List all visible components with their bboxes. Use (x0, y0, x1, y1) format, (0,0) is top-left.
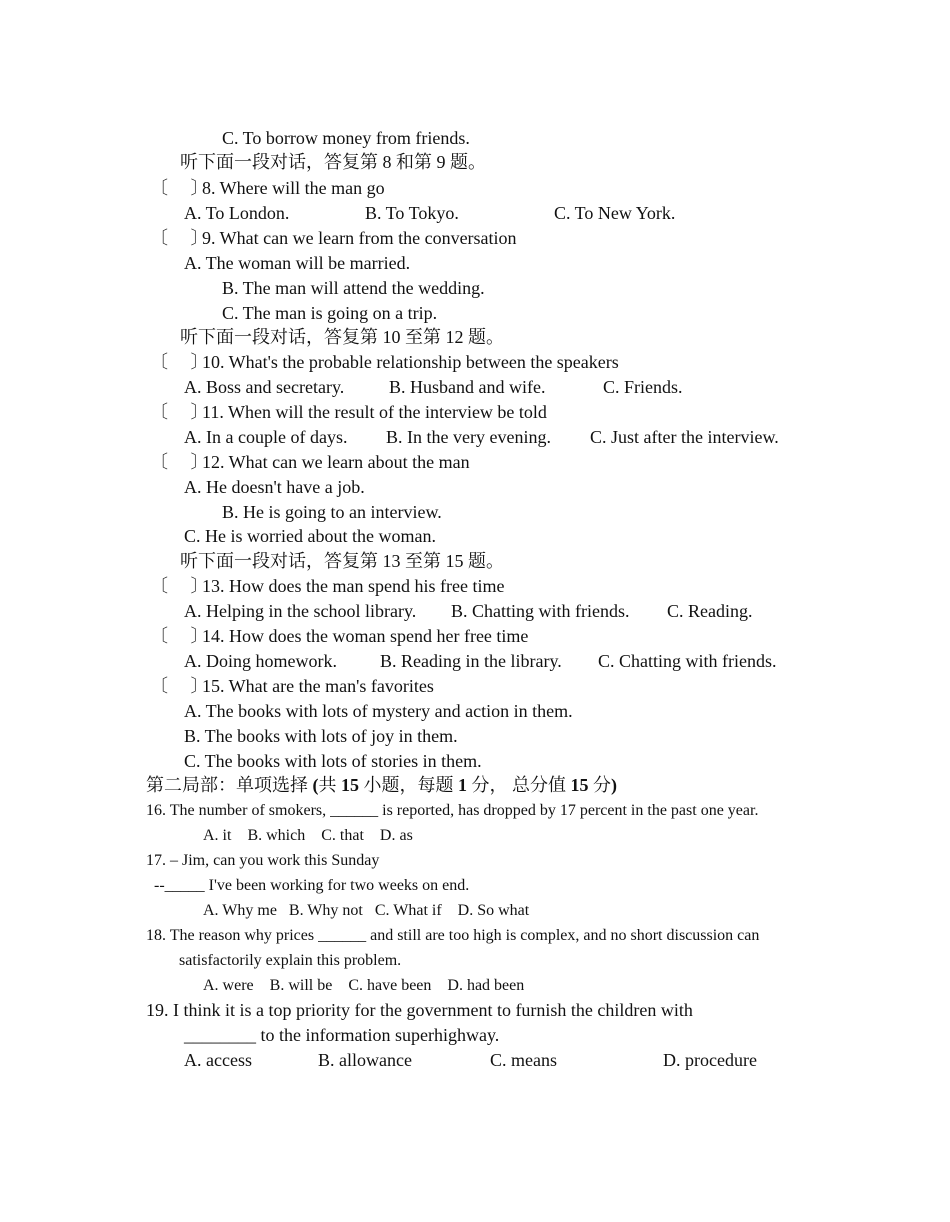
q18-option-d: D. had been (447, 977, 525, 994)
q11-option-b: B. In the very evening. (386, 427, 551, 447)
answer-bracket-q10[interactable]: 〔 〕 (150, 352, 209, 372)
section-2-heading (146, 776, 617, 794)
q18-options (203, 978, 524, 994)
heading-close-paren: ) (611, 775, 617, 795)
question-10-stem: 10. What's the probable relationship between the speakers (202, 352, 619, 372)
heading-points-each: 1 (458, 775, 467, 795)
instruction-q8-q9: 听下面一段对话，答复第 8 和第 9 题。 (180, 152, 486, 172)
q17-option-d: D. So what (457, 902, 530, 919)
answer-bracket-q15[interactable]: 〔 〕 (150, 676, 209, 696)
heading-open-paren: ( (312, 775, 319, 795)
q16-option-a: A. it (203, 827, 232, 844)
q13-option-a: A. Helping in the school library. (184, 601, 417, 621)
q16-option-c: C. that (321, 827, 364, 844)
q10-option-a: A. Boss and secretary. (184, 377, 345, 397)
q9-option-b: B. The man will attend the wedding. (222, 278, 485, 298)
question-19-line-2: ________ to the information superhighway. (184, 1025, 500, 1045)
q12-option-c: C. He is worried about the woman. (184, 526, 436, 546)
question-19-stem: 19. I think it is a top priority for the government to furnish the children with (146, 1000, 693, 1020)
question-16-stem: 16. The number of smokers, ______ is reported, has dropped by 17 percent in the past one year. (146, 802, 759, 819)
q16-option-d: D. as (379, 827, 413, 844)
q7-option-c: C. To borrow money from friends. (222, 128, 470, 148)
answer-bracket-q12[interactable]: 〔 〕 (150, 452, 209, 472)
question-13-stem: 13. How does the man spend his free time (202, 576, 505, 596)
heading-prefix: 第二局部：单项选择 (146, 775, 313, 795)
q15-option-c: C. The books with lots of stories in them. (184, 751, 482, 771)
answer-bracket-q13[interactable]: 〔 〕 (150, 576, 209, 596)
q19-option-b: B. allowance (318, 1050, 412, 1070)
q8-option-c: C. To New York. (554, 203, 676, 223)
question-17-line-2: --_____ I've been working for two weeks on end. (154, 877, 470, 894)
q15-option-a: A. The books with lots of mystery and action in them. (184, 701, 573, 721)
question-18-line-2: satisfactorily explain this problem. (179, 952, 402, 969)
q19-option-d: D. procedure (663, 1050, 757, 1070)
q17-option-a: A. Why me (203, 902, 277, 919)
q19-option-c: C. means (490, 1050, 557, 1070)
question-12-stem: 12. What can we learn about the man (202, 452, 470, 472)
q10-option-c: C. Friends. (603, 377, 683, 397)
q12-option-a: A. He doesn't have a job. (184, 477, 365, 497)
q18-option-b: B. will be (269, 977, 333, 994)
heading-total: 15 (570, 775, 589, 795)
question-11-stem: 11. When will the result of the interview be told (202, 402, 547, 422)
heading-gong: 共 (318, 775, 341, 795)
heading-fen: 分 (588, 775, 611, 795)
q19-option-a: A. access (184, 1050, 252, 1070)
q13-option-b: B. Chatting with friends. (451, 601, 630, 621)
q9-option-c: C. The man is going on a trip. (222, 303, 438, 323)
question-14-stem: 14. How does the woman spend her free time (202, 626, 529, 646)
instruction-q10-q12: 听下面一段对话，答复第 10 至第 12 题。 (180, 327, 504, 347)
heading-count: 15 (341, 775, 359, 795)
q17-option-b: B. Why not (288, 902, 363, 919)
q12-option-b: B. He is going to an interview. (222, 502, 442, 522)
q8-option-b: B. To Tokyo. (365, 203, 459, 223)
q18-option-c: C. have been (348, 977, 432, 994)
q8-option-a: A. To London. (184, 203, 290, 223)
q13-option-c: C. Reading. (667, 601, 753, 621)
question-17-stem: 17. – Jim, can you work this Sunday (146, 852, 380, 869)
q10-option-b: B. Husband and wife. (389, 377, 546, 397)
answer-bracket-q9[interactable]: 〔 〕 (150, 228, 209, 248)
question-8-stem: 8. Where will the man go (202, 178, 385, 198)
q16-option-b: B. which (247, 827, 306, 844)
q14-option-c: C. Chatting with friends. (598, 651, 777, 671)
q15-option-b: B. The books with lots of joy in them. (184, 726, 458, 746)
question-15-stem: 15. What are the man's favorites (202, 676, 434, 696)
question-18-stem: 18. The reason why prices ______ and still are too high is complex, and no short discussion can (146, 927, 760, 944)
q14-option-b: B. Reading in the library. (380, 651, 562, 671)
answer-bracket-q14[interactable]: 〔 〕 (150, 626, 209, 646)
heading-mid-1: 小题，每题 (359, 775, 458, 795)
answer-bracket-q11[interactable]: 〔 〕 (150, 402, 209, 422)
q14-option-a: A. Doing homework. (184, 651, 337, 671)
q17-options (203, 903, 529, 919)
answer-bracket-q8[interactable]: 〔 〕 (150, 178, 209, 198)
q18-option-a: A. were (203, 977, 254, 994)
instruction-q13-q15: 听下面一段对话，答复第 13 至第 15 题。 (180, 551, 504, 571)
q11-option-a: A. In a couple of days. (184, 427, 348, 447)
heading-mid-2: 分， 总分值 (467, 775, 571, 795)
question-9-stem: 9. What can we learn from the conversation (202, 228, 517, 248)
q17-option-c: C. What if (374, 902, 442, 919)
q9-option-a: A. The woman will be married. (184, 253, 411, 273)
q16-options (203, 828, 413, 844)
q11-option-c: C. Just after the interview. (590, 427, 779, 447)
